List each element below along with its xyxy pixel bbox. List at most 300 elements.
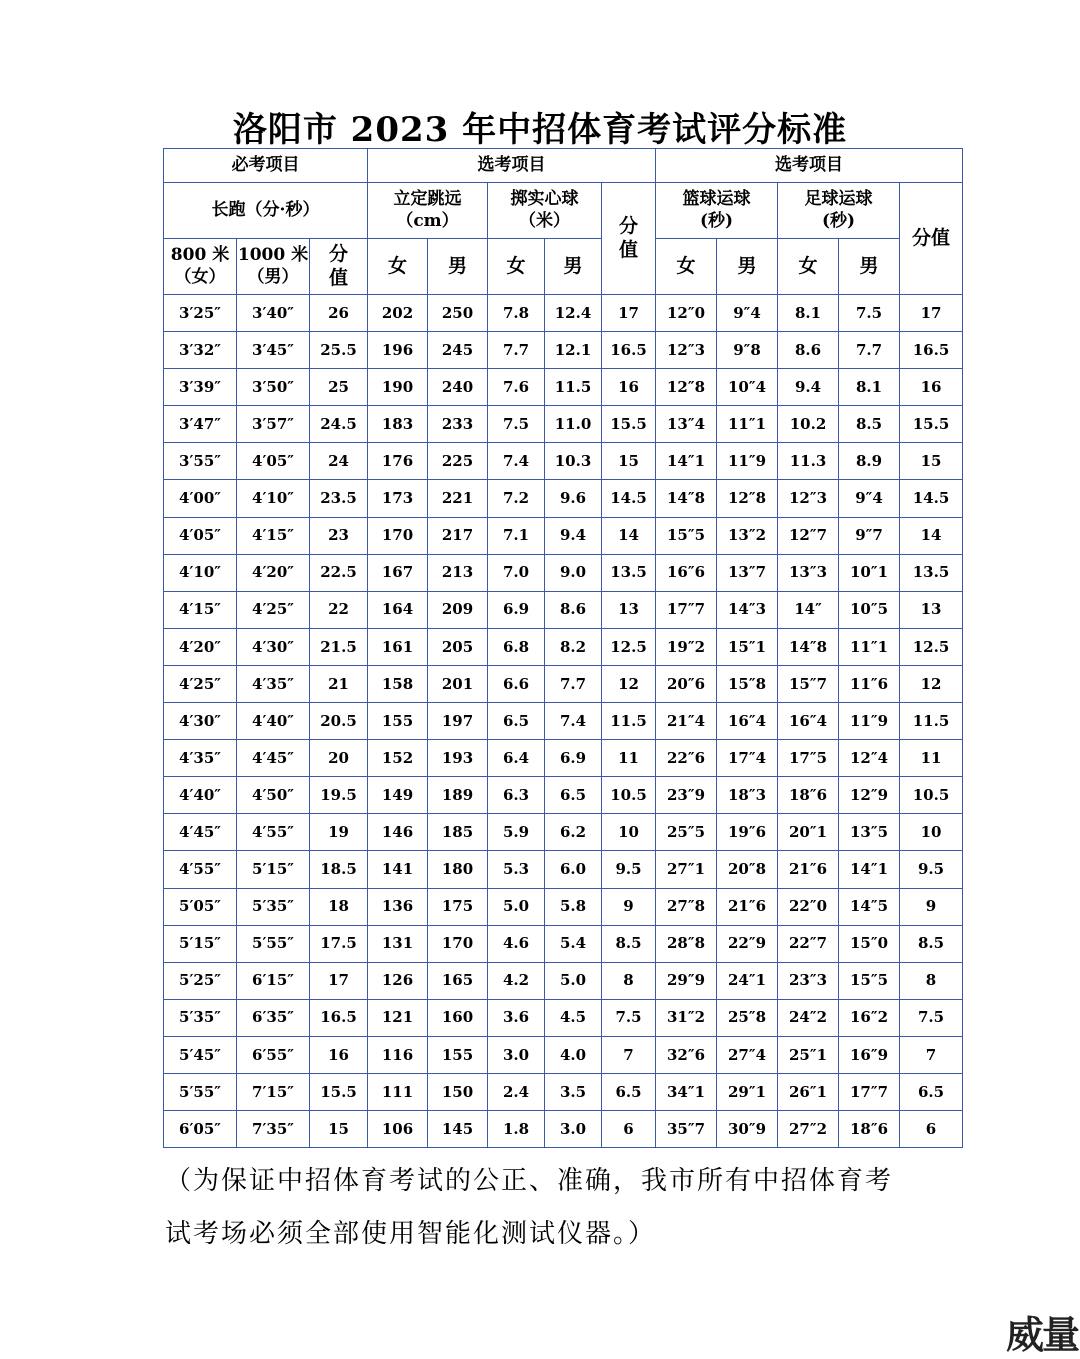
cell-jump-female: 164 bbox=[368, 591, 428, 628]
cell-football-female: 16″4 bbox=[778, 703, 839, 740]
jump-female-header: 女 bbox=[368, 239, 428, 295]
jump-male-header: 男 bbox=[428, 239, 488, 295]
footnote-line-2: 试考场必须全部使用智能化测试仪器。） bbox=[165, 1219, 657, 1249]
cell-basketball-female: 19″2 bbox=[656, 628, 717, 665]
cell-run800: 5′35″ bbox=[164, 999, 237, 1036]
cell-ball-female: 7.1 bbox=[488, 517, 545, 554]
cell-run1000: 3′45″ bbox=[237, 332, 310, 369]
cell-score-2: 8 bbox=[900, 962, 963, 999]
cell-score-1: 10 bbox=[602, 814, 656, 851]
cell-basketball-male: 18″3 bbox=[717, 777, 778, 814]
cell-run-score: 16.5 bbox=[310, 999, 368, 1036]
cell-basketball-male: 11″9 bbox=[717, 443, 778, 480]
cell-jump-female: 202 bbox=[368, 295, 428, 332]
cell-run1000: 4′20″ bbox=[237, 554, 310, 591]
cell-score-1: 8.5 bbox=[602, 925, 656, 962]
basketball-header bbox=[656, 183, 778, 239]
cell-jump-female: 158 bbox=[368, 665, 428, 702]
table-row bbox=[164, 591, 963, 628]
cell-ball-male: 9.4 bbox=[545, 517, 602, 554]
cell-score-2: 16 bbox=[900, 369, 963, 406]
cell-ball-male: 6.5 bbox=[545, 777, 602, 814]
cell-score-1: 12.5 bbox=[602, 628, 656, 665]
football-header-name: 足球运球 bbox=[804, 189, 873, 210]
cell-jump-male: 250 bbox=[428, 295, 488, 332]
cell-football-male: 8.5 bbox=[839, 406, 900, 443]
cell-basketball-male: 29″1 bbox=[717, 1073, 778, 1110]
cell-basketball-male: 13″7 bbox=[717, 554, 778, 591]
cell-basketball-female: 31″2 bbox=[656, 999, 717, 1036]
cell-ball-male: 6.9 bbox=[545, 740, 602, 777]
cell-jump-male: 193 bbox=[428, 740, 488, 777]
cell-football-female: 18″6 bbox=[778, 777, 839, 814]
cell-football-male: 12″4 bbox=[839, 740, 900, 777]
cell-run800: 3′32″ bbox=[164, 332, 237, 369]
cell-basketball-female: 27″8 bbox=[656, 888, 717, 925]
cell-score-1: 15 bbox=[602, 443, 656, 480]
cell-jump-male: 205 bbox=[428, 628, 488, 665]
cell-run800: 4′35″ bbox=[164, 740, 237, 777]
watermark-logo: 威量 bbox=[1005, 1313, 1078, 1357]
cell-basketball-female: 16″6 bbox=[656, 554, 717, 591]
cell-basketball-female: 14″1 bbox=[656, 443, 717, 480]
cell-football-male: 15″5 bbox=[839, 962, 900, 999]
cell-ball-female: 6.5 bbox=[488, 703, 545, 740]
score-header-2: 分值 bbox=[900, 183, 963, 295]
cell-football-male: 18″6 bbox=[839, 1111, 900, 1148]
table-row bbox=[164, 777, 963, 814]
cell-jump-male: 225 bbox=[428, 443, 488, 480]
cell-run800: 5′25″ bbox=[164, 962, 237, 999]
cell-jump-male: 155 bbox=[428, 1036, 488, 1073]
cell-score-2: 6 bbox=[900, 1111, 963, 1148]
cell-football-male: 8.1 bbox=[839, 369, 900, 406]
cell-run-score: 23 bbox=[310, 517, 368, 554]
cell-jump-male: 160 bbox=[428, 999, 488, 1036]
table-row bbox=[164, 665, 963, 702]
cell-ball-female: 7.5 bbox=[488, 406, 545, 443]
cell-basketball-male: 27″4 bbox=[717, 1036, 778, 1073]
cell-football-female: 24″2 bbox=[778, 999, 839, 1036]
cell-football-male: 15″0 bbox=[839, 925, 900, 962]
cell-score-1: 6.5 bbox=[602, 1073, 656, 1110]
cell-basketball-female: 12″0 bbox=[656, 295, 717, 332]
cell-ball-male: 5.0 bbox=[545, 962, 602, 999]
cell-ball-female: 3.6 bbox=[488, 999, 545, 1036]
cell-football-male: 12″9 bbox=[839, 777, 900, 814]
cell-run1000: 4′55″ bbox=[237, 814, 310, 851]
jump-header-unit: （cm） bbox=[396, 210, 459, 231]
cell-football-female: 17″5 bbox=[778, 740, 839, 777]
cell-ball-male: 6.2 bbox=[545, 814, 602, 851]
cell-run1000: 4′50″ bbox=[237, 777, 310, 814]
cell-football-female: 14″ bbox=[778, 591, 839, 628]
table-row bbox=[164, 851, 963, 888]
cell-run-score: 15 bbox=[310, 1111, 368, 1148]
cell-jump-female: 126 bbox=[368, 962, 428, 999]
cell-score-1: 7.5 bbox=[602, 999, 656, 1036]
cell-score-1: 16.5 bbox=[602, 332, 656, 369]
cell-ball-male: 4.0 bbox=[545, 1036, 602, 1073]
ball-header bbox=[488, 183, 602, 239]
cell-run800: 4′15″ bbox=[164, 591, 237, 628]
cell-ball-male: 8.6 bbox=[545, 591, 602, 628]
table-row bbox=[164, 1036, 963, 1073]
cell-basketball-male: 11″1 bbox=[717, 406, 778, 443]
cell-jump-female: 173 bbox=[368, 480, 428, 517]
football-female-header: 女 bbox=[778, 239, 839, 295]
cell-score-1: 15.5 bbox=[602, 406, 656, 443]
cell-run-score: 16 bbox=[310, 1036, 368, 1073]
cell-football-male: 7.5 bbox=[839, 295, 900, 332]
cell-jump-male: 245 bbox=[428, 332, 488, 369]
cell-score-2: 14.5 bbox=[900, 480, 963, 517]
cell-run1000: 7′35″ bbox=[237, 1111, 310, 1148]
cell-football-female: 20″1 bbox=[778, 814, 839, 851]
ball-female-header: 女 bbox=[488, 239, 545, 295]
cell-run1000: 4′45″ bbox=[237, 740, 310, 777]
cell-score-2: 7.5 bbox=[900, 999, 963, 1036]
cell-score-2: 13.5 bbox=[900, 554, 963, 591]
table-row bbox=[164, 406, 963, 443]
cell-basketball-male: 16″4 bbox=[717, 703, 778, 740]
cell-football-male: 17″7 bbox=[839, 1073, 900, 1110]
cell-football-male: 11″6 bbox=[839, 665, 900, 702]
cell-ball-male: 12.1 bbox=[545, 332, 602, 369]
cell-football-male: 14″1 bbox=[839, 851, 900, 888]
cell-run-score: 18.5 bbox=[310, 851, 368, 888]
cell-jump-male: 145 bbox=[428, 1111, 488, 1148]
cell-score-2: 15.5 bbox=[900, 406, 963, 443]
cell-ball-male: 7.4 bbox=[545, 703, 602, 740]
cell-run800: 5′15″ bbox=[164, 925, 237, 962]
score-table bbox=[163, 148, 963, 1148]
cell-score-2: 9 bbox=[900, 888, 963, 925]
cell-run800: 5′05″ bbox=[164, 888, 237, 925]
cell-ball-female: 6.6 bbox=[488, 665, 545, 702]
run-header: 长跑（分·秒） bbox=[164, 183, 368, 239]
cell-ball-female: 6.9 bbox=[488, 591, 545, 628]
cell-basketball-male: 12″8 bbox=[717, 480, 778, 517]
cell-jump-male: 201 bbox=[428, 665, 488, 702]
cell-score-2: 9.5 bbox=[900, 851, 963, 888]
cell-score-2: 15 bbox=[900, 443, 963, 480]
cell-run-score: 24.5 bbox=[310, 406, 368, 443]
table-row bbox=[164, 888, 963, 925]
cell-basketball-male: 20″8 bbox=[717, 851, 778, 888]
cell-score-2: 14 bbox=[900, 517, 963, 554]
cell-ball-male: 12.4 bbox=[545, 295, 602, 332]
cell-score-2: 13 bbox=[900, 591, 963, 628]
cell-run800: 4′25″ bbox=[164, 665, 237, 702]
cell-basketball-male: 21″6 bbox=[717, 888, 778, 925]
cell-ball-female: 7.2 bbox=[488, 480, 545, 517]
cell-ball-male: 5.4 bbox=[545, 925, 602, 962]
cell-ball-female: 7.8 bbox=[488, 295, 545, 332]
cell-run-score: 25.5 bbox=[310, 332, 368, 369]
cell-jump-female: 152 bbox=[368, 740, 428, 777]
cell-basketball-male: 22″9 bbox=[717, 925, 778, 962]
cell-football-female: 26″1 bbox=[778, 1073, 839, 1110]
cell-run1000: 6′55″ bbox=[237, 1036, 310, 1073]
table-row bbox=[164, 332, 963, 369]
cell-ball-female: 7.4 bbox=[488, 443, 545, 480]
table-row bbox=[164, 1073, 963, 1110]
cell-football-female: 22″7 bbox=[778, 925, 839, 962]
cell-jump-male: 185 bbox=[428, 814, 488, 851]
jump-header-name: 立定跳远 bbox=[393, 189, 462, 210]
cell-basketball-female: 23″9 bbox=[656, 777, 717, 814]
cell-football-female: 27″2 bbox=[778, 1111, 839, 1148]
cell-jump-female: 190 bbox=[368, 369, 428, 406]
cell-score-2: 17 bbox=[900, 295, 963, 332]
cell-run800: 5′55″ bbox=[164, 1073, 237, 1110]
header-row-sub bbox=[164, 239, 963, 295]
cell-run800: 6′05″ bbox=[164, 1111, 237, 1148]
table-row bbox=[164, 740, 963, 777]
header-row-groups bbox=[164, 149, 963, 183]
cell-basketball-female: 12″3 bbox=[656, 332, 717, 369]
cell-run-score: 26 bbox=[310, 295, 368, 332]
cell-ball-female: 5.3 bbox=[488, 851, 545, 888]
table-row bbox=[164, 814, 963, 851]
cell-run-score: 18 bbox=[310, 888, 368, 925]
cell-basketball-female: 17″7 bbox=[656, 591, 717, 628]
cell-run1000: 4′30″ bbox=[237, 628, 310, 665]
table-row bbox=[164, 517, 963, 554]
cell-jump-female: 106 bbox=[368, 1111, 428, 1148]
cell-jump-female: 170 bbox=[368, 517, 428, 554]
cell-basketball-male: 25″8 bbox=[717, 999, 778, 1036]
cell-basketball-male: 10″4 bbox=[717, 369, 778, 406]
cell-football-female: 21″6 bbox=[778, 851, 839, 888]
cell-run800: 4′40″ bbox=[164, 777, 237, 814]
jump-header bbox=[368, 183, 488, 239]
cell-ball-female: 6.3 bbox=[488, 777, 545, 814]
cell-score-1: 14.5 bbox=[602, 480, 656, 517]
cell-run1000: 5′35″ bbox=[237, 888, 310, 925]
cell-run1000: 3′50″ bbox=[237, 369, 310, 406]
run1000-header: 1000 米 （男） bbox=[237, 239, 310, 295]
cell-run1000: 4′25″ bbox=[237, 591, 310, 628]
cell-score-2: 12.5 bbox=[900, 628, 963, 665]
basketball-male-header: 男 bbox=[717, 239, 778, 295]
cell-score-2: 10.5 bbox=[900, 777, 963, 814]
cell-basketball-female: 22″6 bbox=[656, 740, 717, 777]
cell-basketball-female: 21″4 bbox=[656, 703, 717, 740]
table-row bbox=[164, 369, 963, 406]
cell-jump-female: 111 bbox=[368, 1073, 428, 1110]
table-row bbox=[164, 925, 963, 962]
cell-football-female: 9.4 bbox=[778, 369, 839, 406]
cell-ball-male: 7.7 bbox=[545, 665, 602, 702]
cell-score-1: 17 bbox=[602, 295, 656, 332]
cell-jump-female: 131 bbox=[368, 925, 428, 962]
cell-run1000: 3′40″ bbox=[237, 295, 310, 332]
cell-run800: 4′10″ bbox=[164, 554, 237, 591]
cell-jump-female: 141 bbox=[368, 851, 428, 888]
cell-football-female: 8.6 bbox=[778, 332, 839, 369]
cell-score-2: 11.5 bbox=[900, 703, 963, 740]
cell-ball-female: 7.0 bbox=[488, 554, 545, 591]
cell-run1000: 4′40″ bbox=[237, 703, 310, 740]
cell-run1000: 4′10″ bbox=[237, 480, 310, 517]
cell-jump-male: 165 bbox=[428, 962, 488, 999]
football-header-unit: (秒) bbox=[821, 210, 856, 231]
page-title: 洛阳市 2023 年中招体育考试评分标准 bbox=[232, 110, 848, 150]
cell-run-score: 19 bbox=[310, 814, 368, 851]
cell-ball-male: 3.0 bbox=[545, 1111, 602, 1148]
cell-run800: 3′55″ bbox=[164, 443, 237, 480]
cell-score-2: 12 bbox=[900, 665, 963, 702]
ball-header-name: 掷实心球 bbox=[510, 189, 579, 210]
cell-ball-male: 11.0 bbox=[545, 406, 602, 443]
cell-score-1: 6 bbox=[602, 1111, 656, 1148]
cell-football-male: 11″1 bbox=[839, 628, 900, 665]
cell-football-female: 12″7 bbox=[778, 517, 839, 554]
table-row bbox=[164, 1111, 963, 1148]
header-row-items bbox=[164, 183, 963, 239]
cell-football-female: 8.1 bbox=[778, 295, 839, 332]
cell-score-2: 7 bbox=[900, 1036, 963, 1073]
cell-run1000: 6′35″ bbox=[237, 999, 310, 1036]
cell-run800: 4′45″ bbox=[164, 814, 237, 851]
cell-basketball-male: 14″3 bbox=[717, 591, 778, 628]
run800-header: 800 米 （女） bbox=[164, 239, 237, 295]
cell-jump-female: 146 bbox=[368, 814, 428, 851]
cell-jump-female: 183 bbox=[368, 406, 428, 443]
cell-score-1: 9 bbox=[602, 888, 656, 925]
cell-jump-male: 175 bbox=[428, 888, 488, 925]
cell-run800: 4′55″ bbox=[164, 851, 237, 888]
cell-score-2: 11 bbox=[900, 740, 963, 777]
group-required-header: 必考项目 bbox=[164, 149, 368, 183]
cell-football-male: 9″7 bbox=[839, 517, 900, 554]
cell-run-score: 23.5 bbox=[310, 480, 368, 517]
cell-run800: 4′30″ bbox=[164, 703, 237, 740]
cell-basketball-female: 32″6 bbox=[656, 1036, 717, 1073]
cell-football-female: 25″1 bbox=[778, 1036, 839, 1073]
cell-football-male: 8.9 bbox=[839, 443, 900, 480]
cell-basketball-male: 9″4 bbox=[717, 295, 778, 332]
cell-football-male: 14″5 bbox=[839, 888, 900, 925]
cell-run1000: 7′15″ bbox=[237, 1073, 310, 1110]
cell-score-1: 13.5 bbox=[602, 554, 656, 591]
cell-score-2: 8.5 bbox=[900, 925, 963, 962]
cell-run800: 3′47″ bbox=[164, 406, 237, 443]
footnote-line-1: （为保证中招体育考试的公正、准确，我市所有中招体育考 bbox=[165, 1166, 894, 1196]
cell-run800: 4′20″ bbox=[164, 628, 237, 665]
cell-jump-female: 149 bbox=[368, 777, 428, 814]
cell-run-score: 15.5 bbox=[310, 1073, 368, 1110]
cell-score-1: 7 bbox=[602, 1036, 656, 1073]
cell-basketball-female: 12″8 bbox=[656, 369, 717, 406]
cell-run1000: 4′15″ bbox=[237, 517, 310, 554]
cell-run800: 4′00″ bbox=[164, 480, 237, 517]
cell-ball-female: 1.8 bbox=[488, 1111, 545, 1148]
cell-basketball-female: 34″1 bbox=[656, 1073, 717, 1110]
cell-score-1: 11 bbox=[602, 740, 656, 777]
football-header bbox=[778, 183, 900, 239]
cell-ball-female: 2.4 bbox=[488, 1073, 545, 1110]
cell-basketball-female: 25″5 bbox=[656, 814, 717, 851]
cell-score-2: 6.5 bbox=[900, 1073, 963, 1110]
cell-ball-female: 6.4 bbox=[488, 740, 545, 777]
cell-ball-male: 5.8 bbox=[545, 888, 602, 925]
cell-jump-male: 233 bbox=[428, 406, 488, 443]
ball-header-unit: （米） bbox=[519, 210, 570, 231]
cell-run1000: 6′15″ bbox=[237, 962, 310, 999]
cell-football-male: 16″9 bbox=[839, 1036, 900, 1073]
cell-run1000: 3′57″ bbox=[237, 406, 310, 443]
cell-run800: 3′25″ bbox=[164, 295, 237, 332]
cell-basketball-female: 35″7 bbox=[656, 1111, 717, 1148]
cell-run1000: 4′05″ bbox=[237, 443, 310, 480]
cell-score-1: 13 bbox=[602, 591, 656, 628]
cell-run-score: 20 bbox=[310, 740, 368, 777]
cell-score-1: 16 bbox=[602, 369, 656, 406]
cell-ball-male: 10.3 bbox=[545, 443, 602, 480]
cell-jump-female: 155 bbox=[368, 703, 428, 740]
cell-jump-female: 116 bbox=[368, 1036, 428, 1073]
cell-basketball-female: 27″1 bbox=[656, 851, 717, 888]
cell-football-female: 22″0 bbox=[778, 888, 839, 925]
cell-jump-male: 213 bbox=[428, 554, 488, 591]
cell-jump-male: 197 bbox=[428, 703, 488, 740]
score-header-1: 分 值 bbox=[602, 183, 656, 295]
cell-jump-male: 180 bbox=[428, 851, 488, 888]
cell-basketball-female: 28″8 bbox=[656, 925, 717, 962]
cell-run-score: 22 bbox=[310, 591, 368, 628]
cell-jump-male: 217 bbox=[428, 517, 488, 554]
cell-score-1: 11.5 bbox=[602, 703, 656, 740]
cell-run1000: 4′35″ bbox=[237, 665, 310, 702]
cell-ball-female: 3.0 bbox=[488, 1036, 545, 1073]
cell-football-female: 12″3 bbox=[778, 480, 839, 517]
cell-basketball-male: 17″4 bbox=[717, 740, 778, 777]
cell-football-female: 13″3 bbox=[778, 554, 839, 591]
cell-ball-female: 5.9 bbox=[488, 814, 545, 851]
cell-ball-male: 8.2 bbox=[545, 628, 602, 665]
cell-football-male: 16″2 bbox=[839, 999, 900, 1036]
cell-jump-female: 196 bbox=[368, 332, 428, 369]
table-row bbox=[164, 554, 963, 591]
group-optional-header-1: 选考项目 bbox=[368, 149, 656, 183]
cell-run-score: 17.5 bbox=[310, 925, 368, 962]
cell-jump-male: 221 bbox=[428, 480, 488, 517]
cell-jump-male: 170 bbox=[428, 925, 488, 962]
cell-run1000: 5′15″ bbox=[237, 851, 310, 888]
cell-ball-female: 4.6 bbox=[488, 925, 545, 962]
cell-jump-female: 121 bbox=[368, 999, 428, 1036]
cell-score-1: 9.5 bbox=[602, 851, 656, 888]
cell-football-female: 10.2 bbox=[778, 406, 839, 443]
cell-football-female: 14″8 bbox=[778, 628, 839, 665]
cell-football-male: 11″9 bbox=[839, 703, 900, 740]
cell-basketball-female: 29″9 bbox=[656, 962, 717, 999]
cell-run800: 4′05″ bbox=[164, 517, 237, 554]
cell-jump-female: 161 bbox=[368, 628, 428, 665]
cell-run-score: 24 bbox=[310, 443, 368, 480]
cell-run-score: 25 bbox=[310, 369, 368, 406]
cell-basketball-male: 9″8 bbox=[717, 332, 778, 369]
basketball-header-unit: (秒) bbox=[699, 210, 734, 231]
ball-male-header: 男 bbox=[545, 239, 602, 295]
cell-ball-male: 9.0 bbox=[545, 554, 602, 591]
cell-run-score: 22.5 bbox=[310, 554, 368, 591]
cell-ball-male: 11.5 bbox=[545, 369, 602, 406]
cell-ball-male: 9.6 bbox=[545, 480, 602, 517]
